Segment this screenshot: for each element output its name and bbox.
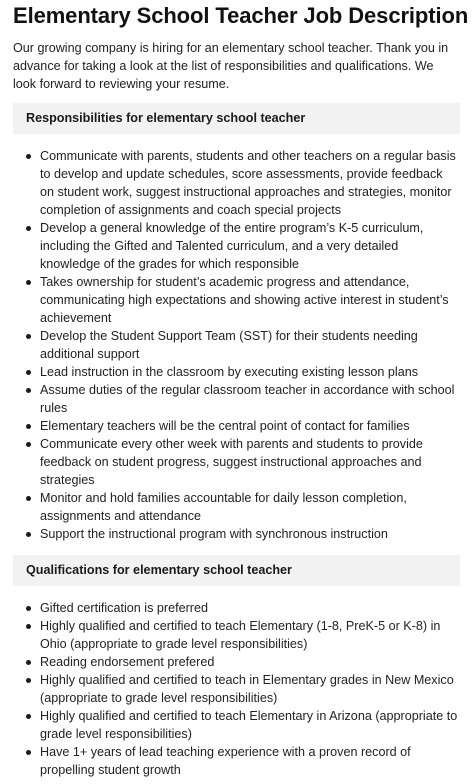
list-item	[13, 363, 460, 381]
bullet-icon	[26, 660, 31, 665]
list-item	[13, 707, 460, 743]
list-item	[13, 525, 460, 543]
bullet-icon	[26, 424, 31, 429]
bullet-icon	[26, 334, 31, 339]
page-title: Elementary School Teacher Job Description	[13, 3, 469, 28]
list-item-text: Communicate with parents, students and other teachers on a regular basis to develop and update schedules, score assessments, provide feedback on student work, suggest instructional approaches and strategies, monitor completion of assignments and coach special projects	[40, 149, 456, 217]
list-item	[13, 219, 460, 273]
list-item	[13, 327, 460, 363]
list-item	[13, 417, 460, 435]
list-item-text: Lead instruction in the classroom by executing existing lesson plans	[40, 365, 419, 379]
qualifications-heading: Qualifications for elementary school teacher	[13, 555, 460, 586]
list-item-text: Monitor and hold families accountable for daily lesson completion, assignments and attendance	[40, 491, 407, 523]
list-item	[13, 599, 460, 617]
responsibilities-list	[13, 147, 460, 543]
qualifications-list	[13, 599, 460, 779]
bullet-icon	[26, 370, 31, 375]
bullet-icon	[26, 154, 31, 159]
list-item-text: Highly qualified and certified to teach Elementary in Arizona (appropriate to grade level responsibilities)	[40, 709, 458, 741]
list-item-text: Gifted certification is preferred	[40, 601, 208, 615]
bullet-icon	[26, 624, 31, 629]
bullet-icon	[26, 606, 31, 611]
list-item	[13, 147, 460, 219]
responsibilities-heading: Responsibilities for elementary school teacher	[13, 103, 460, 134]
list-item	[13, 435, 460, 489]
list-item	[13, 653, 460, 671]
list-item-text: Elementary teachers will be the central point of contact for families	[40, 419, 410, 433]
bullet-icon	[26, 442, 31, 447]
list-item-text: Communicate every other week with parents and students to provide feedback on student progress, suggest instructional approaches and strategies	[40, 437, 423, 487]
bullet-icon	[26, 750, 31, 755]
list-item-text: Develop the Student Support Team (SST) for their students needing additional support	[40, 329, 418, 361]
list-item-text: Have 1+ years of lead teaching experience with a proven record of propelling student growth	[40, 745, 411, 777]
bullet-icon	[26, 714, 31, 719]
bullet-icon	[26, 388, 31, 393]
list-item-text: Takes ownership for student’s academic progress and attendance, communicating high expectations and showing active interest in student’s achievement	[40, 275, 449, 325]
list-item	[13, 743, 460, 779]
bullet-icon	[26, 226, 31, 231]
list-item-text: Highly qualified and certified to teach Elementary (1-8, PreK-5 or K-8) in Ohio (appropriate to grade level responsibilities)	[40, 619, 441, 651]
list-item-text: Develop a general knowledge of the entire program’s K-5 curriculum, including the Gifted and Talented curriculum, and a very detailed knowledge of the grades for which responsible	[40, 221, 424, 271]
list-item	[13, 671, 460, 707]
bullet-icon	[26, 496, 31, 501]
intro-paragraph: Our growing company is hiring for an elementary school teacher. Thank you in advance for taking a look at the list of responsibilities and qualifications. We look forward to reviewing your resume.	[13, 41, 449, 91]
list-item-text: Highly qualified and certified to teach in Elementary grades in New Mexico (appropriate to grade level responsibilities)	[40, 673, 454, 705]
list-item-text: Support the instructional program with synchronous instruction	[40, 527, 388, 541]
list-item	[13, 617, 460, 653]
list-item	[13, 381, 460, 417]
list-item	[13, 489, 460, 525]
bullet-icon	[26, 532, 31, 537]
bullet-icon	[26, 280, 31, 285]
list-item-text: Assume duties of the regular classroom teacher in accordance with school rules	[40, 383, 455, 415]
list-item	[13, 273, 460, 327]
bullet-icon	[26, 678, 31, 683]
list-item-text: Reading endorsement prefered	[40, 655, 215, 669]
